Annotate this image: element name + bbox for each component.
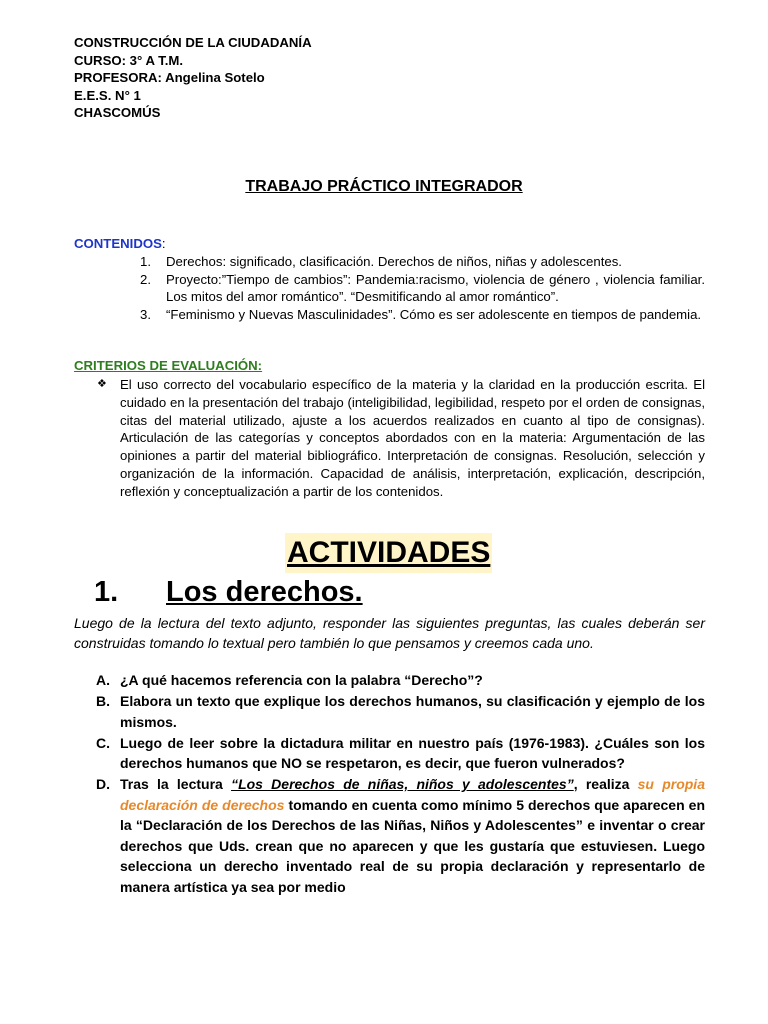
list-item-text: Proyecto:”Tiempo de cambios”: Pandemia:racismo, violencia de género , violencia familiar. Los mitos del amor romántico”. “Desmitificando al amor romántico”. xyxy=(166,271,705,304)
section-number: 1. xyxy=(94,576,119,608)
contenidos-list xyxy=(140,253,705,323)
header-school: E.E.S. N° 1 xyxy=(74,87,141,103)
actividades-heading: ACTIVIDADES xyxy=(285,533,492,573)
list-item xyxy=(140,253,705,271)
question-d-part1: Tras la lectura xyxy=(120,776,232,792)
document-header xyxy=(74,34,312,122)
question-item xyxy=(96,670,705,691)
list-item-number: 1. xyxy=(140,254,151,269)
section-title: Los derechos. xyxy=(166,576,363,608)
header-teacher: PROFESORA: Angelina Sotelo xyxy=(74,70,265,85)
question-d-part3: tomando en cuenta como mínimo 5 derechos que aparecen en la “Declaración de los Derechos de las Niñas, Niños y Adolescentes” e inventar o crear derechos que Uds. crean que no aparecen y que les gustaría que estuviesen. Luego selecciona un derecho inventado real de su propia declaración y representarlo de manera artística ya sea por medio xyxy=(120,796,705,895)
question-text: ¿A qué hacemos referencia con la palabra “Derecho”? xyxy=(120,672,483,688)
question-letter: A. xyxy=(96,672,110,688)
contenidos-colon: : xyxy=(161,236,166,251)
list-item-text: “Feminismo y Nuevas Masculinidades”. Cómo es ser adolescente en tiempos de pandemia. xyxy=(166,306,702,322)
question-letter: D. xyxy=(96,776,110,792)
question-item xyxy=(96,691,705,732)
list-item-number: 3. xyxy=(140,306,151,322)
criterios-heading: CRITERIOS DE EVALUACIÓN: xyxy=(74,358,263,373)
list-item xyxy=(140,306,705,324)
questions-list xyxy=(96,670,705,898)
document-title: TRABAJO PRÁCTICO INTEGRADOR xyxy=(245,178,523,195)
question-letter: B. xyxy=(96,693,110,709)
contenidos-heading xyxy=(74,236,166,251)
header-course: CURSO: 3° A T.M. xyxy=(74,52,184,68)
intro-paragraph: Luego de la lectura del texto adjunto, responder las siguientes preguntas, las cuales deberán ser construidas tomando lo textual pero también lo que pensamos y creemos cada uno. xyxy=(74,615,705,651)
list-item-number: 2. xyxy=(140,271,151,287)
list-item-text: Derechos: significado, clasificación. Derechos de niños, niñas y adolescentes. xyxy=(166,254,622,269)
criterios-text: El uso correcto del vocabulario específico de la materia y la claridad en la producción escrita. El cuidado en la presentación del trabajo (inteligibilidad, legibilidad, respeto por el orden de consignas, citas del material utilizado, ajuste a los acuerdos realizados en cuanto al tipo de consignas). Articulación de las categorías y conceptos abordados con en la materia: Argumentación de las opiniones a partir del material bibliográfico. Interpretación de consignas. Resolución, selección y organización de la información. Capacidad de análisis, interpretación, explicación, descripción, reflexión y conceptualización a partir de los contenidos. xyxy=(120,377,705,499)
section-heading xyxy=(94,572,363,612)
highlighted-phrase: su propia declaración de derechos xyxy=(120,776,705,813)
question-item xyxy=(96,733,705,774)
diamond-bullet-icon: ❖ xyxy=(97,378,107,390)
question-text xyxy=(120,774,705,897)
header-subject: CONSTRUCCIÓN DE LA CIUDADANÍA xyxy=(74,35,312,50)
question-d-part2: , realiza xyxy=(573,776,638,792)
question-text: Elabora un texto que explique los derechos humanos, su clasificación y ejemplo de los mismos. xyxy=(120,693,705,730)
question-text: Luego de leer sobre la dictadura militar en nuestro país (1976-1983). ¿Cuáles son los derechos humanos que NO se respetaron, es decir, que fueron vulnerados? xyxy=(120,734,705,771)
header-city: CHASCOMÚS xyxy=(74,105,161,120)
contenidos-label: CONTENIDOS xyxy=(74,236,162,251)
reading-title-reference: “Los Derechos de niñas, niños y adolescentes” xyxy=(231,776,574,792)
question-item xyxy=(96,774,705,897)
question-letter: C. xyxy=(96,734,110,751)
list-item xyxy=(140,271,705,306)
